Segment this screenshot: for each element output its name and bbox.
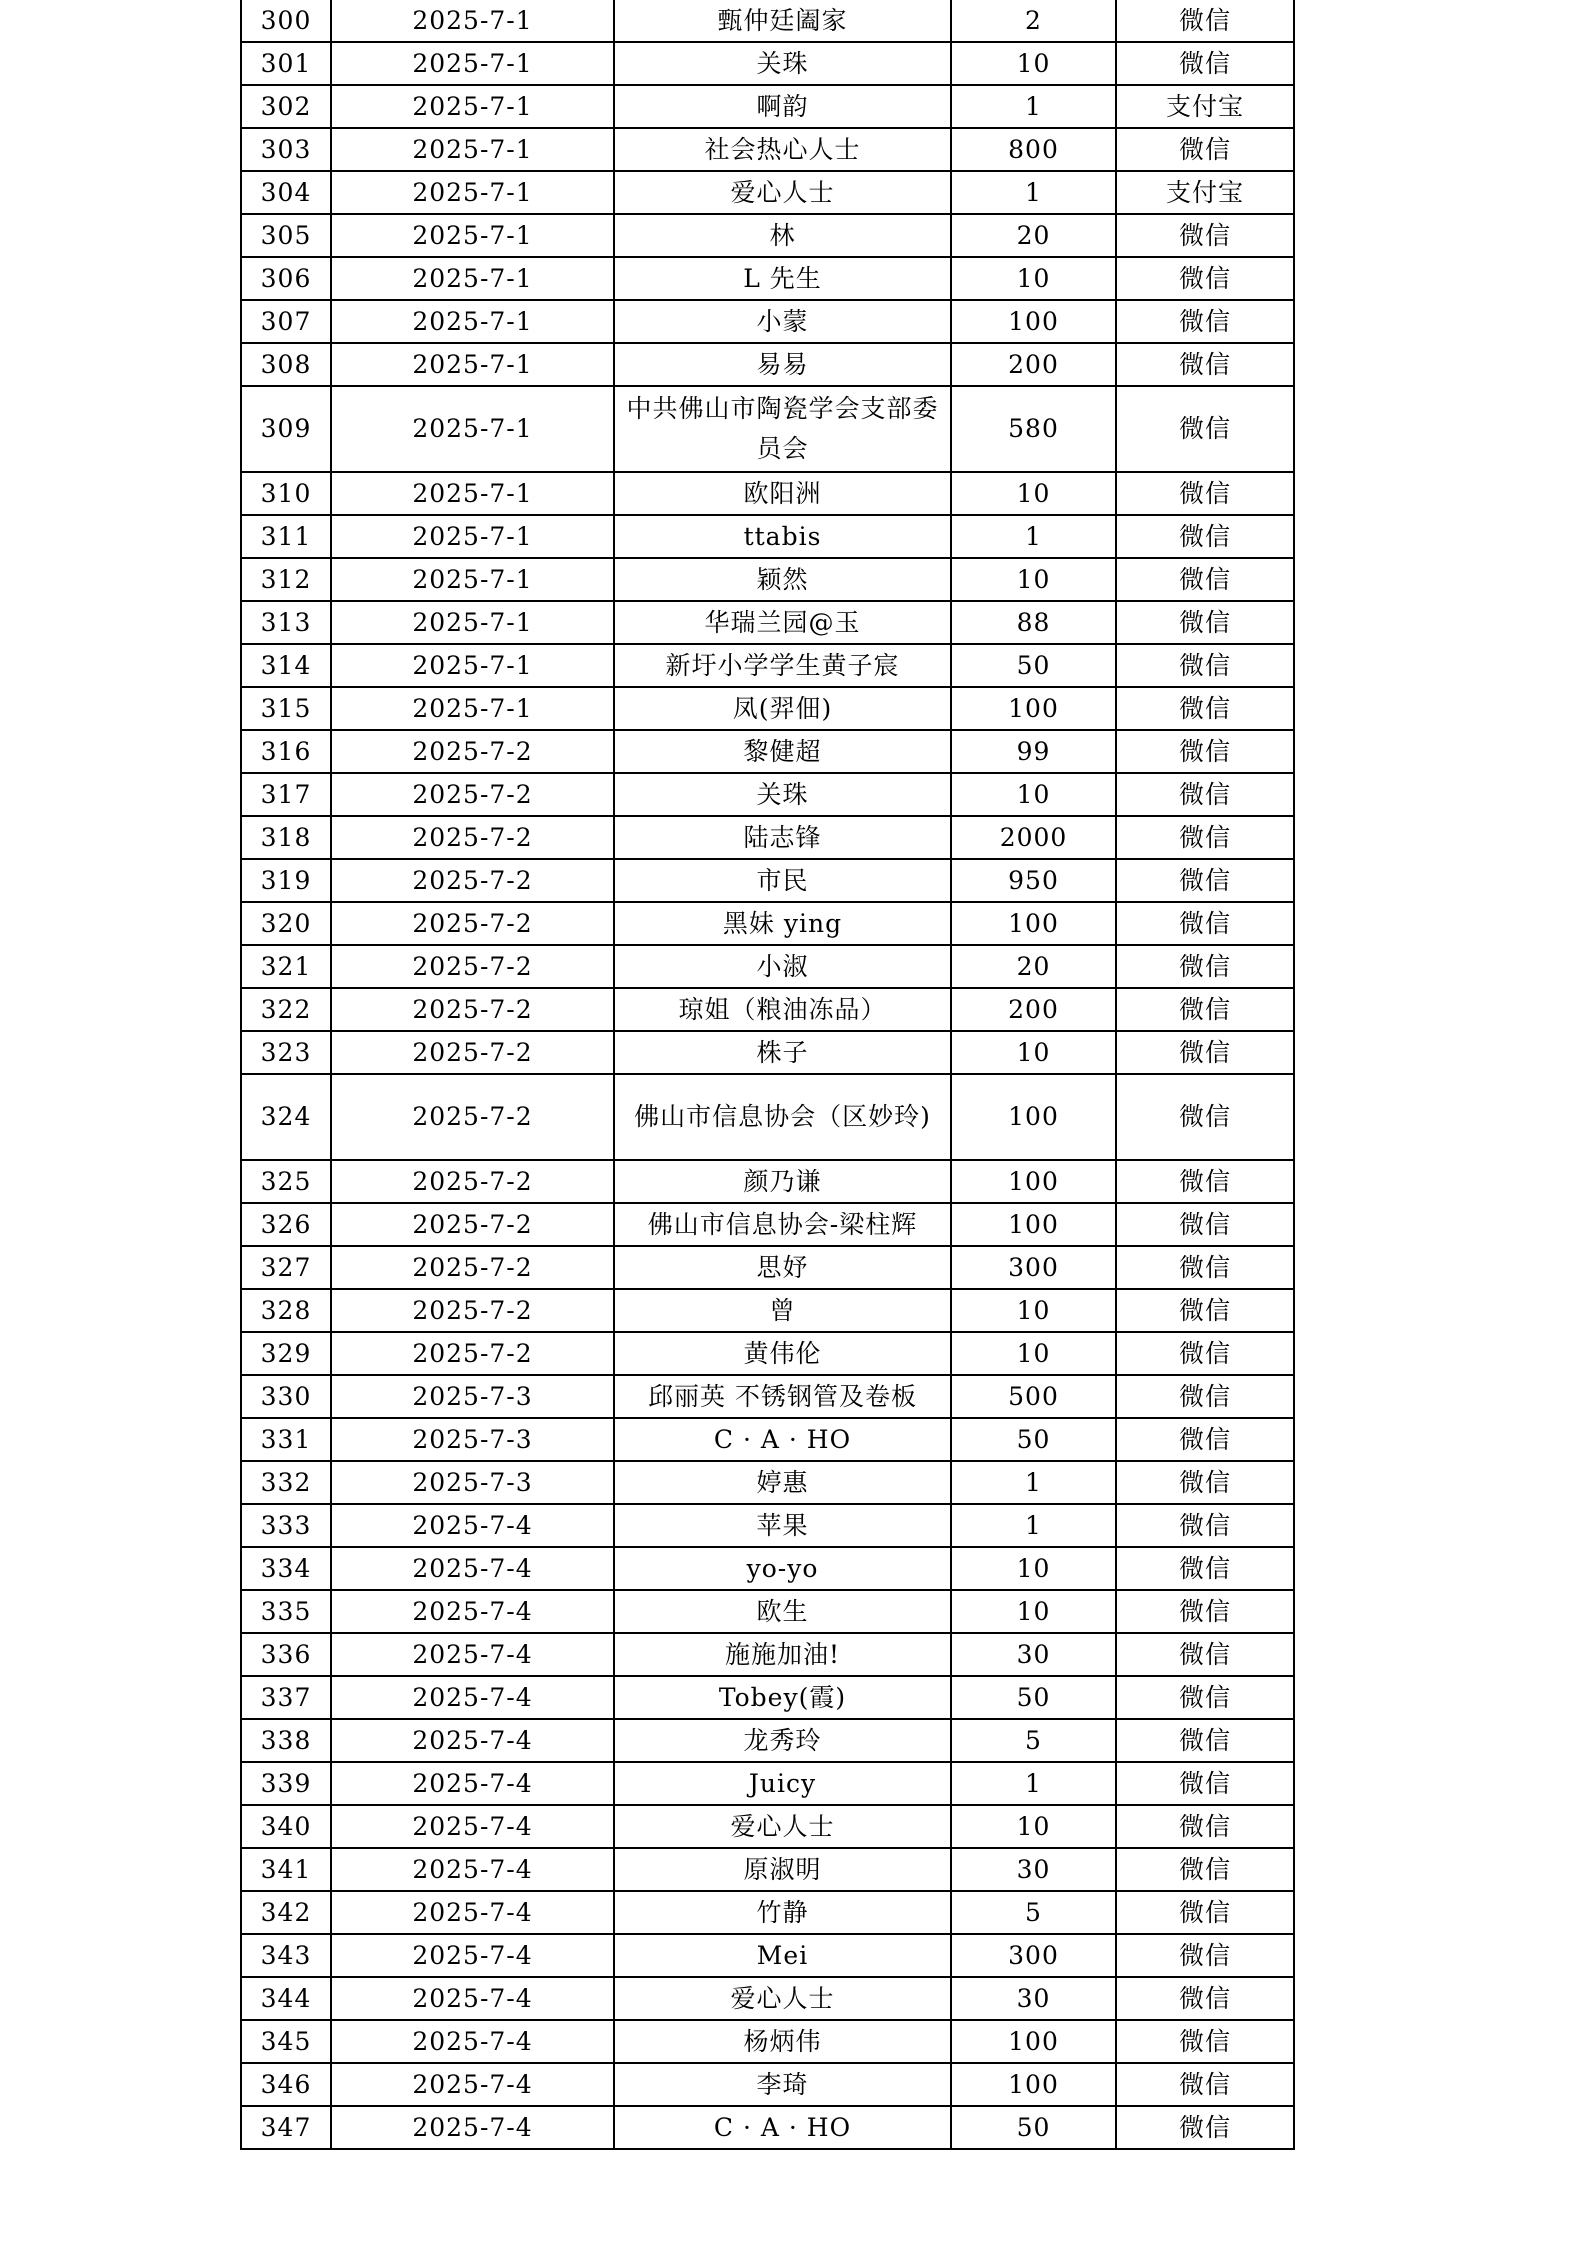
- payment-method-cell: 微信: [1116, 988, 1294, 1031]
- date-cell: 2025-7-4: [331, 1590, 614, 1633]
- table-row: [241, 257, 1294, 300]
- donor-name-cell: 甄仲廷阖家: [614, 0, 951, 42]
- payment-method-cell: 微信: [1116, 1160, 1294, 1203]
- amount-cell: 10: [951, 558, 1116, 601]
- amount-cell: 30: [951, 1848, 1116, 1891]
- table-row: [241, 171, 1294, 214]
- table-row: [241, 1590, 1294, 1633]
- amount-cell: 30: [951, 1633, 1116, 1676]
- donor-name-cell: 思妤: [614, 1246, 951, 1289]
- row-number-cell: 328: [241, 1289, 331, 1332]
- table-row: [241, 945, 1294, 988]
- amount-cell: 500: [951, 1375, 1116, 1418]
- amount-cell: 10: [951, 773, 1116, 816]
- payment-method-cell: 微信: [1116, 558, 1294, 601]
- row-number-cell: 346: [241, 2063, 331, 2106]
- donor-name-cell: Tobey(霞): [614, 1676, 951, 1719]
- donor-name-cell: 佛山市信息协会（区妙玲): [614, 1074, 951, 1160]
- row-number-cell: 322: [241, 988, 331, 1031]
- donor-name-cell: 易易: [614, 343, 951, 386]
- payment-method-cell: 微信: [1116, 816, 1294, 859]
- table-row: [241, 0, 1294, 42]
- donor-name-cell: 龙秀玲: [614, 1719, 951, 1762]
- amount-cell: 50: [951, 2106, 1116, 2149]
- donor-name-cell: 欧生: [614, 1590, 951, 1633]
- row-number-cell: 342: [241, 1891, 331, 1934]
- payment-method-cell: 微信: [1116, 902, 1294, 945]
- payment-method-cell: 微信: [1116, 515, 1294, 558]
- date-cell: 2025-7-1: [331, 85, 614, 128]
- amount-cell: 10: [951, 1805, 1116, 1848]
- donor-name-cell: L 先生: [614, 257, 951, 300]
- donor-name-cell: 株子: [614, 1031, 951, 1074]
- row-number-cell: 314: [241, 644, 331, 687]
- date-cell: 2025-7-4: [331, 2063, 614, 2106]
- date-cell: 2025-7-2: [331, 1074, 614, 1160]
- payment-method-cell: 微信: [1116, 2063, 1294, 2106]
- donor-name-cell: 爱心人士: [614, 171, 951, 214]
- payment-method-cell: 微信: [1116, 214, 1294, 257]
- donor-name-cell: 琼姐（粮油冻品）: [614, 988, 951, 1031]
- amount-cell: 300: [951, 1246, 1116, 1289]
- donor-name-cell: 林: [614, 214, 951, 257]
- donor-name-cell: 施施加油!: [614, 1633, 951, 1676]
- payment-method-cell: 微信: [1116, 730, 1294, 773]
- amount-cell: 5: [951, 1719, 1116, 1762]
- payment-method-cell: 微信: [1116, 1633, 1294, 1676]
- date-cell: 2025-7-2: [331, 1160, 614, 1203]
- date-cell: 2025-7-1: [331, 128, 614, 171]
- donor-name-cell: 佛山市信息协会-梁柱辉: [614, 1203, 951, 1246]
- date-cell: 2025-7-4: [331, 1762, 614, 1805]
- donor-name-cell: 竹静: [614, 1891, 951, 1934]
- table-row: [241, 1160, 1294, 1203]
- amount-cell: 88: [951, 601, 1116, 644]
- payment-method-cell: 微信: [1116, 300, 1294, 343]
- table-row: [241, 1891, 1294, 1934]
- table-row: [241, 988, 1294, 1031]
- date-cell: 2025-7-4: [331, 1633, 614, 1676]
- donor-name-cell: 邱丽英 不锈钢管及卷板: [614, 1375, 951, 1418]
- donor-name-cell: 关珠: [614, 42, 951, 85]
- date-cell: 2025-7-1: [331, 343, 614, 386]
- date-cell: 2025-7-4: [331, 1934, 614, 1977]
- row-number-cell: 321: [241, 945, 331, 988]
- table-row: [241, 343, 1294, 386]
- payment-method-cell: 微信: [1116, 1332, 1294, 1375]
- amount-cell: 10: [951, 1289, 1116, 1332]
- date-cell: 2025-7-1: [331, 687, 614, 730]
- date-cell: 2025-7-3: [331, 1418, 614, 1461]
- table-row: [241, 128, 1294, 171]
- date-cell: 2025-7-2: [331, 902, 614, 945]
- row-number-cell: 326: [241, 1203, 331, 1246]
- table-row: [241, 1762, 1294, 1805]
- donation-table-body: [241, 0, 1294, 2149]
- row-number-cell: 317: [241, 773, 331, 816]
- amount-cell: 30: [951, 1977, 1116, 2020]
- donor-name-cell: 颜乃谦: [614, 1160, 951, 1203]
- donor-name-cell: Juicy: [614, 1762, 951, 1805]
- amount-cell: 1: [951, 1461, 1116, 1504]
- payment-method-cell: 微信: [1116, 1504, 1294, 1547]
- table-row: [241, 2063, 1294, 2106]
- row-number-cell: 305: [241, 214, 331, 257]
- row-number-cell: 345: [241, 2020, 331, 2063]
- amount-cell: 10: [951, 472, 1116, 515]
- amount-cell: 10: [951, 1332, 1116, 1375]
- date-cell: 2025-7-4: [331, 1805, 614, 1848]
- row-number-cell: 309: [241, 386, 331, 472]
- row-number-cell: 306: [241, 257, 331, 300]
- payment-method-cell: 微信: [1116, 343, 1294, 386]
- amount-cell: 10: [951, 257, 1116, 300]
- date-cell: 2025-7-1: [331, 42, 614, 85]
- row-number-cell: 339: [241, 1762, 331, 1805]
- table-row: [241, 687, 1294, 730]
- table-row: [241, 644, 1294, 687]
- donor-name-cell: 小蒙: [614, 300, 951, 343]
- donor-name-cell: 欧阳洲: [614, 472, 951, 515]
- donor-name-cell: 社会热心人士: [614, 128, 951, 171]
- amount-cell: 100: [951, 1160, 1116, 1203]
- payment-method-cell: 微信: [1116, 1289, 1294, 1332]
- table-row: [241, 85, 1294, 128]
- row-number-cell: 344: [241, 1977, 331, 2020]
- amount-cell: 20: [951, 214, 1116, 257]
- table-row: [241, 1074, 1294, 1160]
- table-row: [241, 773, 1294, 816]
- payment-method-cell: 微信: [1116, 386, 1294, 472]
- row-number-cell: 319: [241, 859, 331, 902]
- donor-name-cell: yo-yo: [614, 1547, 951, 1590]
- date-cell: 2025-7-2: [331, 773, 614, 816]
- table-row: [241, 300, 1294, 343]
- table-row: [241, 2020, 1294, 2063]
- payment-method-cell: 微信: [1116, 1031, 1294, 1074]
- amount-cell: 100: [951, 2063, 1116, 2106]
- date-cell: 2025-7-1: [331, 257, 614, 300]
- payment-method-cell: 微信: [1116, 1461, 1294, 1504]
- payment-method-cell: 微信: [1116, 1590, 1294, 1633]
- row-number-cell: 341: [241, 1848, 331, 1891]
- date-cell: 2025-7-1: [331, 515, 614, 558]
- table-row: [241, 472, 1294, 515]
- donor-name-cell: 李琦: [614, 2063, 951, 2106]
- donor-name-cell: 中共佛山市陶瓷学会支部委员会: [614, 386, 951, 472]
- payment-method-cell: 微信: [1116, 1762, 1294, 1805]
- table-row: [241, 601, 1294, 644]
- donor-name-cell: 原淑明: [614, 1848, 951, 1891]
- donor-name-cell: 黎健超: [614, 730, 951, 773]
- row-number-cell: 320: [241, 902, 331, 945]
- date-cell: 2025-7-1: [331, 472, 614, 515]
- amount-cell: 50: [951, 644, 1116, 687]
- payment-method-cell: 微信: [1116, 1934, 1294, 1977]
- table-row: [241, 1375, 1294, 1418]
- row-number-cell: 332: [241, 1461, 331, 1504]
- table-row: [241, 730, 1294, 773]
- date-cell: 2025-7-4: [331, 1719, 614, 1762]
- payment-method-cell: 微信: [1116, 472, 1294, 515]
- donor-name-cell: Mei: [614, 1934, 951, 1977]
- date-cell: 2025-7-2: [331, 730, 614, 773]
- row-number-cell: 329: [241, 1332, 331, 1375]
- table-row: [241, 1461, 1294, 1504]
- donor-name-cell: 华瑞兰园@玉: [614, 601, 951, 644]
- payment-method-cell: 微信: [1116, 1246, 1294, 1289]
- payment-method-cell: 微信: [1116, 1848, 1294, 1891]
- date-cell: 2025-7-1: [331, 644, 614, 687]
- date-cell: 2025-7-3: [331, 1461, 614, 1504]
- payment-method-cell: 微信: [1116, 42, 1294, 85]
- amount-cell: 1: [951, 1504, 1116, 1547]
- donation-table: [240, 0, 1295, 2150]
- donor-name-cell: C · A · HO: [614, 1418, 951, 1461]
- date-cell: 2025-7-2: [331, 988, 614, 1031]
- amount-cell: 950: [951, 859, 1116, 902]
- amount-cell: 580: [951, 386, 1116, 472]
- table-row: [241, 1676, 1294, 1719]
- date-cell: 2025-7-2: [331, 1203, 614, 1246]
- donor-name-cell: 凤(羿佃): [614, 687, 951, 730]
- payment-method-cell: 微信: [1116, 1418, 1294, 1461]
- payment-method-cell: 微信: [1116, 1375, 1294, 1418]
- row-number-cell: 347: [241, 2106, 331, 2149]
- date-cell: 2025-7-2: [331, 1332, 614, 1375]
- amount-cell: 10: [951, 1031, 1116, 1074]
- date-cell: 2025-7-4: [331, 1547, 614, 1590]
- payment-method-cell: 微信: [1116, 1977, 1294, 2020]
- payment-method-cell: 微信: [1116, 128, 1294, 171]
- date-cell: 2025-7-4: [331, 1891, 614, 1934]
- amount-cell: 100: [951, 1203, 1116, 1246]
- table-row: [241, 1418, 1294, 1461]
- date-cell: 2025-7-4: [331, 1848, 614, 1891]
- row-number-cell: 315: [241, 687, 331, 730]
- donor-name-cell: C · A · HO: [614, 2106, 951, 2149]
- row-number-cell: 337: [241, 1676, 331, 1719]
- row-number-cell: 318: [241, 816, 331, 859]
- row-number-cell: 340: [241, 1805, 331, 1848]
- donor-name-cell: 爱心人士: [614, 1977, 951, 2020]
- table-row: [241, 558, 1294, 601]
- date-cell: 2025-7-2: [331, 945, 614, 988]
- amount-cell: 1: [951, 85, 1116, 128]
- date-cell: 2025-7-1: [331, 171, 614, 214]
- row-number-cell: 302: [241, 85, 331, 128]
- donor-name-cell: 婷惠: [614, 1461, 951, 1504]
- date-cell: 2025-7-4: [331, 1504, 614, 1547]
- row-number-cell: 300: [241, 0, 331, 42]
- table-row: [241, 859, 1294, 902]
- table-row: [241, 902, 1294, 945]
- amount-cell: 200: [951, 343, 1116, 386]
- row-number-cell: 338: [241, 1719, 331, 1762]
- amount-cell: 10: [951, 1590, 1116, 1633]
- table-row: [241, 1805, 1294, 1848]
- donor-name-cell: 爱心人士: [614, 1805, 951, 1848]
- amount-cell: 99: [951, 730, 1116, 773]
- row-number-cell: 330: [241, 1375, 331, 1418]
- table-row: [241, 1246, 1294, 1289]
- table-row: [241, 816, 1294, 859]
- payment-method-cell: 微信: [1116, 2106, 1294, 2149]
- row-number-cell: 301: [241, 42, 331, 85]
- donor-name-cell: 黄伟伦: [614, 1332, 951, 1375]
- amount-cell: 10: [951, 1547, 1116, 1590]
- row-number-cell: 334: [241, 1547, 331, 1590]
- row-number-cell: 311: [241, 515, 331, 558]
- payment-method-cell: 支付宝: [1116, 85, 1294, 128]
- donor-name-cell: 新圩小学学生黄子宸: [614, 644, 951, 687]
- amount-cell: 100: [951, 300, 1116, 343]
- donor-name-cell: 苹果: [614, 1504, 951, 1547]
- table-row: [241, 1633, 1294, 1676]
- row-number-cell: 327: [241, 1246, 331, 1289]
- date-cell: 2025-7-2: [331, 816, 614, 859]
- date-cell: 2025-7-1: [331, 0, 614, 42]
- donor-name-cell: 颖然: [614, 558, 951, 601]
- row-number-cell: 325: [241, 1160, 331, 1203]
- payment-method-cell: 微信: [1116, 257, 1294, 300]
- payment-method-cell: 微信: [1116, 859, 1294, 902]
- date-cell: 2025-7-2: [331, 1031, 614, 1074]
- payment-method-cell: 微信: [1116, 1074, 1294, 1160]
- row-number-cell: 310: [241, 472, 331, 515]
- amount-cell: 5: [951, 1891, 1116, 1934]
- amount-cell: 100: [951, 2020, 1116, 2063]
- date-cell: 2025-7-1: [331, 558, 614, 601]
- amount-cell: 10: [951, 42, 1116, 85]
- table-row: [241, 1332, 1294, 1375]
- payment-method-cell: 微信: [1116, 1891, 1294, 1934]
- date-cell: 2025-7-4: [331, 2106, 614, 2149]
- donor-name-cell: 关珠: [614, 773, 951, 816]
- amount-cell: 20: [951, 945, 1116, 988]
- amount-cell: 300: [951, 1934, 1116, 1977]
- payment-method-cell: 微信: [1116, 601, 1294, 644]
- row-number-cell: 307: [241, 300, 331, 343]
- table-row: [241, 214, 1294, 257]
- date-cell: 2025-7-1: [331, 601, 614, 644]
- date-cell: 2025-7-1: [331, 386, 614, 472]
- row-number-cell: 303: [241, 128, 331, 171]
- payment-method-cell: 微信: [1116, 1676, 1294, 1719]
- amount-cell: 1: [951, 1762, 1116, 1805]
- payment-method-cell: 微信: [1116, 945, 1294, 988]
- amount-cell: 1: [951, 171, 1116, 214]
- table-row: [241, 515, 1294, 558]
- amount-cell: 50: [951, 1676, 1116, 1719]
- date-cell: 2025-7-4: [331, 1676, 614, 1719]
- table-row: [241, 42, 1294, 85]
- donor-name-cell: 陆志锋: [614, 816, 951, 859]
- row-number-cell: 331: [241, 1418, 331, 1461]
- row-number-cell: 324: [241, 1074, 331, 1160]
- donor-name-cell: 市民: [614, 859, 951, 902]
- payment-method-cell: 支付宝: [1116, 171, 1294, 214]
- row-number-cell: 313: [241, 601, 331, 644]
- row-number-cell: 323: [241, 1031, 331, 1074]
- row-number-cell: 335: [241, 1590, 331, 1633]
- donor-name-cell: 啊韵: [614, 85, 951, 128]
- amount-cell: 50: [951, 1418, 1116, 1461]
- date-cell: 2025-7-1: [331, 214, 614, 257]
- donor-name-cell: ttabis: [614, 515, 951, 558]
- payment-method-cell: 微信: [1116, 1805, 1294, 1848]
- donor-name-cell: 曾: [614, 1289, 951, 1332]
- amount-cell: 1: [951, 515, 1116, 558]
- table-row: [241, 1547, 1294, 1590]
- row-number-cell: 304: [241, 171, 331, 214]
- date-cell: 2025-7-1: [331, 300, 614, 343]
- date-cell: 2025-7-3: [331, 1375, 614, 1418]
- amount-cell: 100: [951, 1074, 1116, 1160]
- amount-cell: 800: [951, 128, 1116, 171]
- payment-method-cell: 微信: [1116, 773, 1294, 816]
- date-cell: 2025-7-2: [331, 1246, 614, 1289]
- table-row: [241, 1504, 1294, 1547]
- date-cell: 2025-7-2: [331, 1289, 614, 1332]
- table-row: [241, 1977, 1294, 2020]
- payment-method-cell: 微信: [1116, 1547, 1294, 1590]
- row-number-cell: 336: [241, 1633, 331, 1676]
- row-number-cell: 312: [241, 558, 331, 601]
- table-row: [241, 1848, 1294, 1891]
- amount-cell: 100: [951, 902, 1116, 945]
- donor-name-cell: 杨炳伟: [614, 2020, 951, 2063]
- table-row: [241, 2106, 1294, 2149]
- date-cell: 2025-7-4: [331, 1977, 614, 2020]
- table-row: [241, 1031, 1294, 1074]
- table-row: [241, 1719, 1294, 1762]
- row-number-cell: 343: [241, 1934, 331, 1977]
- table-row: [241, 1934, 1294, 1977]
- payment-method-cell: 微信: [1116, 687, 1294, 730]
- payment-method-cell: 微信: [1116, 1203, 1294, 1246]
- amount-cell: 2000: [951, 816, 1116, 859]
- amount-cell: 2: [951, 0, 1116, 42]
- payment-method-cell: 微信: [1116, 644, 1294, 687]
- donor-name-cell: 小淑: [614, 945, 951, 988]
- table-row: [241, 386, 1294, 472]
- amount-cell: 200: [951, 988, 1116, 1031]
- amount-cell: 100: [951, 687, 1116, 730]
- payment-method-cell: 微信: [1116, 2020, 1294, 2063]
- payment-method-cell: 微信: [1116, 0, 1294, 42]
- date-cell: 2025-7-2: [331, 859, 614, 902]
- date-cell: 2025-7-4: [331, 2020, 614, 2063]
- donor-name-cell: 黑妹 ying: [614, 902, 951, 945]
- table-row: [241, 1203, 1294, 1246]
- row-number-cell: 333: [241, 1504, 331, 1547]
- payment-method-cell: 微信: [1116, 1719, 1294, 1762]
- table-row: [241, 1289, 1294, 1332]
- row-number-cell: 308: [241, 343, 331, 386]
- row-number-cell: 316: [241, 730, 331, 773]
